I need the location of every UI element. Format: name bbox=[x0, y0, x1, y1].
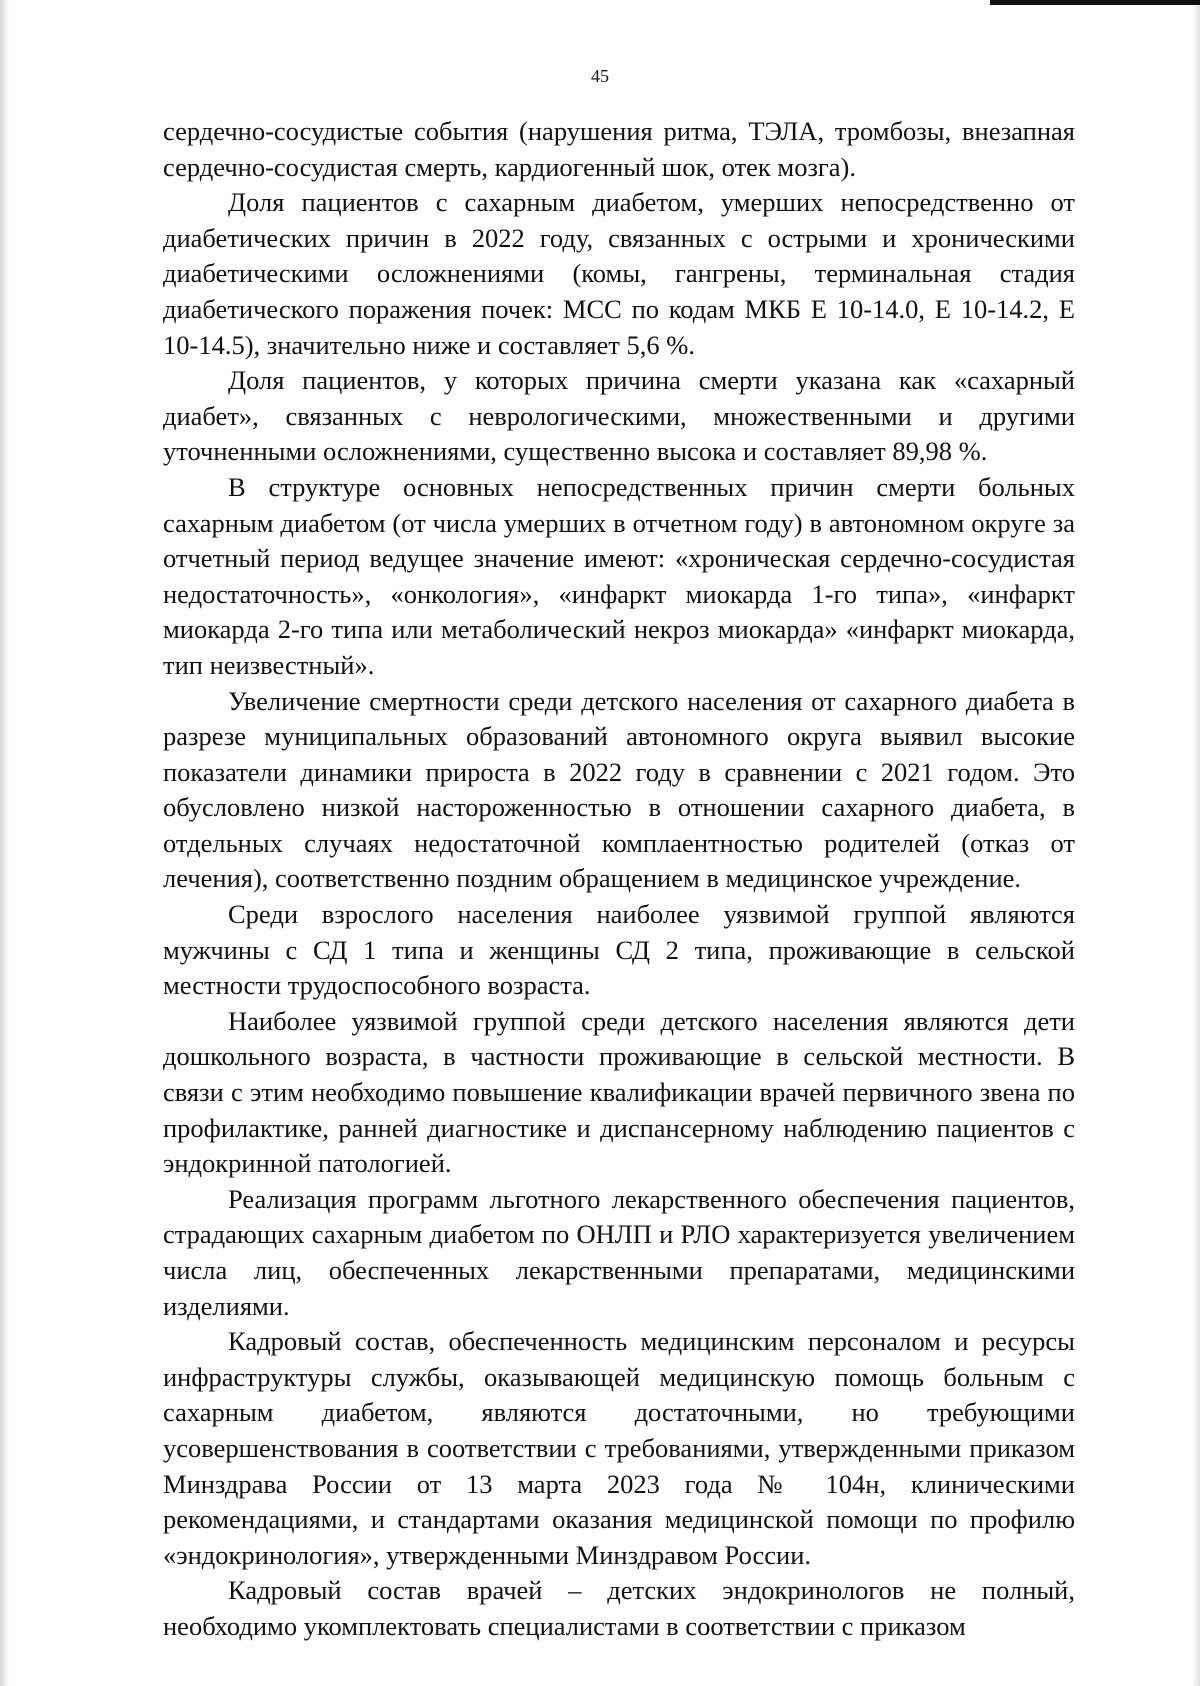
paragraph-9: Кадровый состав, обеспеченность медицинским персоналом и ресурсы инфраструктуры службы, оказывающей медицинскую помощь больным с сахарным диабетом, являются достаточными, но требующими усовершенствования в соответствии с требованиями, утвержденными приказом Минздрава России от 13 марта 2023 года № 104н, клиническими рекомендациями, и стандартами оказания медицинской помощи по профилю «эндокринология», утвержденными Минздравом России. bbox=[163, 1326, 1075, 1570]
paragraph-4: В структуре основных непосредственных причин смерти больных сахарным диабетом (от числа умерших в отчетном году) в автономном округе за отчетный период ведущее значение имеют: «хроническая сердечно-сосудистая недостаточность», «онкология», «инфаркт миокарда 1-го типа», «инфаркт миокарда 2-го типа или метаболический некроз миокарда» «инфаркт миокарда, тип неизвестный». bbox=[163, 471, 1075, 680]
scan-top-mark bbox=[990, 0, 1200, 5]
paragraph-7: Наиболее уязвимой группой среди детского населения являются дети дошкольного возраста, в частности проживающие в сельской местности. В связи с этим необходимо повышение квалификации врачей первичного звена по профилактике, ранней диагностике и диспансерному наблюдению пациентов с эндокринной патологией. bbox=[163, 1005, 1075, 1179]
page-number: 45 bbox=[591, 66, 609, 86]
paragraph-10: Кадровый состав врачей – детских эндокринологов не полный, необходимо укомплектовать специалистами в соответствии с приказом bbox=[163, 1575, 1075, 1641]
paragraph-1: сердечно-сосудистые события (нарушения ритма, ТЭЛА, тромбозы, внезапная сердечно-сосудистая смерть, кардиогенный шок, отек мозга). bbox=[163, 116, 1075, 182]
paragraph-3: Доля пациентов, у которых причина смерти указана как «сахарный диабет», связанных с неврологическими, множественными и другими уточненными осложнениями, существенно высока и составляет 89,98 %. bbox=[163, 365, 1075, 467]
paragraph-6: Среди взрослого населения наиболее уязвимой группой являются мужчины с СД 1 типа и женщины СД 2 типа, проживающие в сельской местности трудоспособного возраста. bbox=[163, 899, 1075, 1001]
paragraph-8: Реализация программ льготного лекарственного обеспечения пациентов, страдающих сахарным диабетом по ОНЛП и РЛО характеризуется увеличением числа лиц, обеспеченных лекарственными препаратами, медицинскими изделиями. bbox=[163, 1183, 1075, 1321]
scan-edge-left bbox=[0, 0, 10, 1686]
paragraph-5: Увеличение смертности среди детского населения от сахарного диабета в разрезе муниципальных образований автономного округа выявил высокие показатели динамики прироста в 2022 году в сравнении с 2021 годом. Это обусловлено низкой настороженностью в отношении сахарного диабета, в отдельных случаях недостаточной комплаентностью родителей (отказ от лечения), соответственно поздним обращением в медицинское учреждение. bbox=[163, 685, 1075, 894]
document-body bbox=[163, 114, 1075, 1645]
paragraph-2: Доля пациентов с сахарным диабетом, умерших непосредственно от диабетических причин в 2022 году, связанных с острыми и хроническими диабетическими осложнениями (комы, гангрены, терминальная стадия диабетического поражения почек: МСС по кодам МКБ Е 10-14.0, Е 10-14.2, Е 10-14.5), значительно ниже и составляет 5,6 %. bbox=[163, 187, 1075, 360]
scan-edge-right bbox=[1192, 0, 1200, 1686]
